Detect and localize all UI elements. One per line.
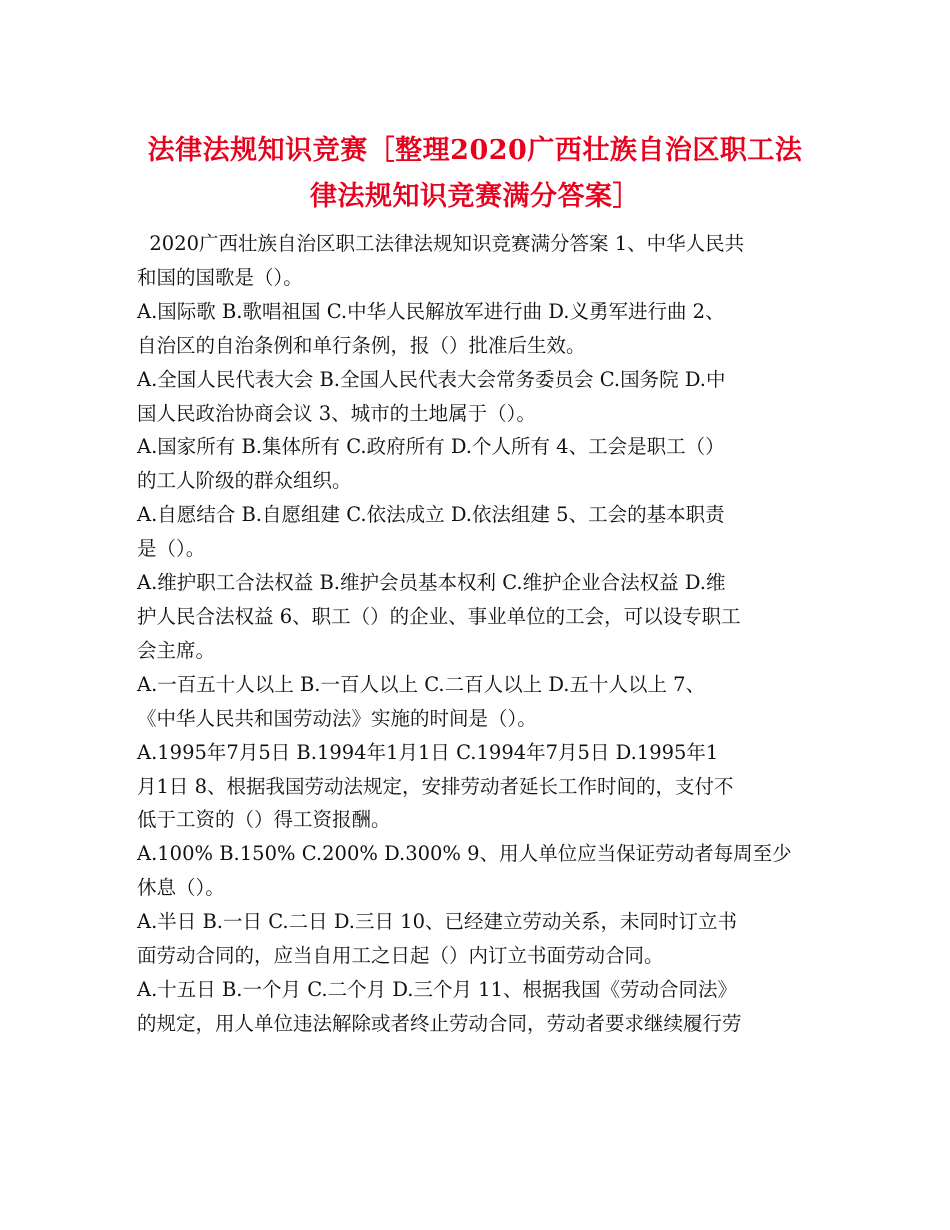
- body-line: 低于工资的（）得工资报酬。: [137, 808, 391, 832]
- body-line: A.半日 B.一日 C.二日 D.三日 10、已经建立劳动关系，未同时订立书: [137, 910, 737, 934]
- document-title: [90, 128, 860, 220]
- body-line: A.维护职工合法权益 B.维护会员基本权利 C.维护企业合法权益 D.维: [137, 571, 726, 595]
- body-line: 的规定，用人单位违法解除或者终止劳动合同，劳动者要求继续履行劳: [137, 1011, 742, 1035]
- body-line: 休息（）。: [137, 876, 225, 900]
- body-line: A.1995年7月5日 B.1994年1月1日 C.1994年7月5日 D.1995年1: [137, 740, 719, 764]
- body-line: 2020广西壮族自治区职工法律法规知识竞赛满分答案 1、中华人民共: [137, 232, 745, 255]
- body-line: A.自愿结合 B.自愿组建 C.依法成立 D.依法组建 5、工会的基本职责: [137, 503, 725, 527]
- title-line: 律法规知识竞赛满分答案］: [310, 181, 640, 212]
- body-line: A.十五日 B.一个月 C.二个月 D.三个月 11、根据我国《劳动合同法》: [137, 977, 737, 1001]
- title-line: 法律法规知识竞赛［整理2020广西壮族自治区职工法: [147, 135, 803, 166]
- body-line: A.全国人民代表大会 B.全国人民代表大会常务委员会 C.国务院 D.中: [137, 367, 726, 391]
- body-line: 是（）。: [137, 537, 206, 561]
- body-line: A.一百五十人以上 B.一百人以上 C.二百人以上 D.五十人以上 7、: [137, 672, 706, 696]
- body-line: 和国的国歌是（）。: [137, 265, 303, 289]
- body-line: 国人民政治协商会议 3、城市的土地属于（）。: [137, 401, 536, 425]
- body-line: 的工人阶级的群众组织。: [137, 469, 352, 493]
- body-line: A.国际歌 B.歌唱祖国 C.中华人民解放军进行曲 D.义勇军进行曲 2、: [137, 299, 725, 323]
- body-line: A.100% B.150% C.200% D.300% 9、用人单位应当保证劳动者每周至少: [137, 842, 792, 866]
- body-line: A.国家所有 B.集体所有 C.政府所有 D.个人所有 4、工会是职工（）: [137, 435, 725, 459]
- document-body: [137, 227, 827, 1041]
- body-line: 面劳动合同的，应当自用工之日起（）内订立书面劳动合同。: [137, 944, 664, 968]
- body-line: 自治区的自治条例和单行条例，报（）批准后生效。: [137, 333, 586, 357]
- body-line: 护人民合法权益 6、职工（）的企业、事业单位的工会，可以设专职工: [137, 604, 741, 628]
- body-line: 月1日 8、根据我国劳动法规定，安排劳动者延长工作时间的，支付不: [137, 774, 734, 798]
- body-line: 《中华人民共和国劳动法》实施的时间是（）。: [137, 706, 537, 730]
- body-line: 会主席。: [137, 638, 216, 662]
